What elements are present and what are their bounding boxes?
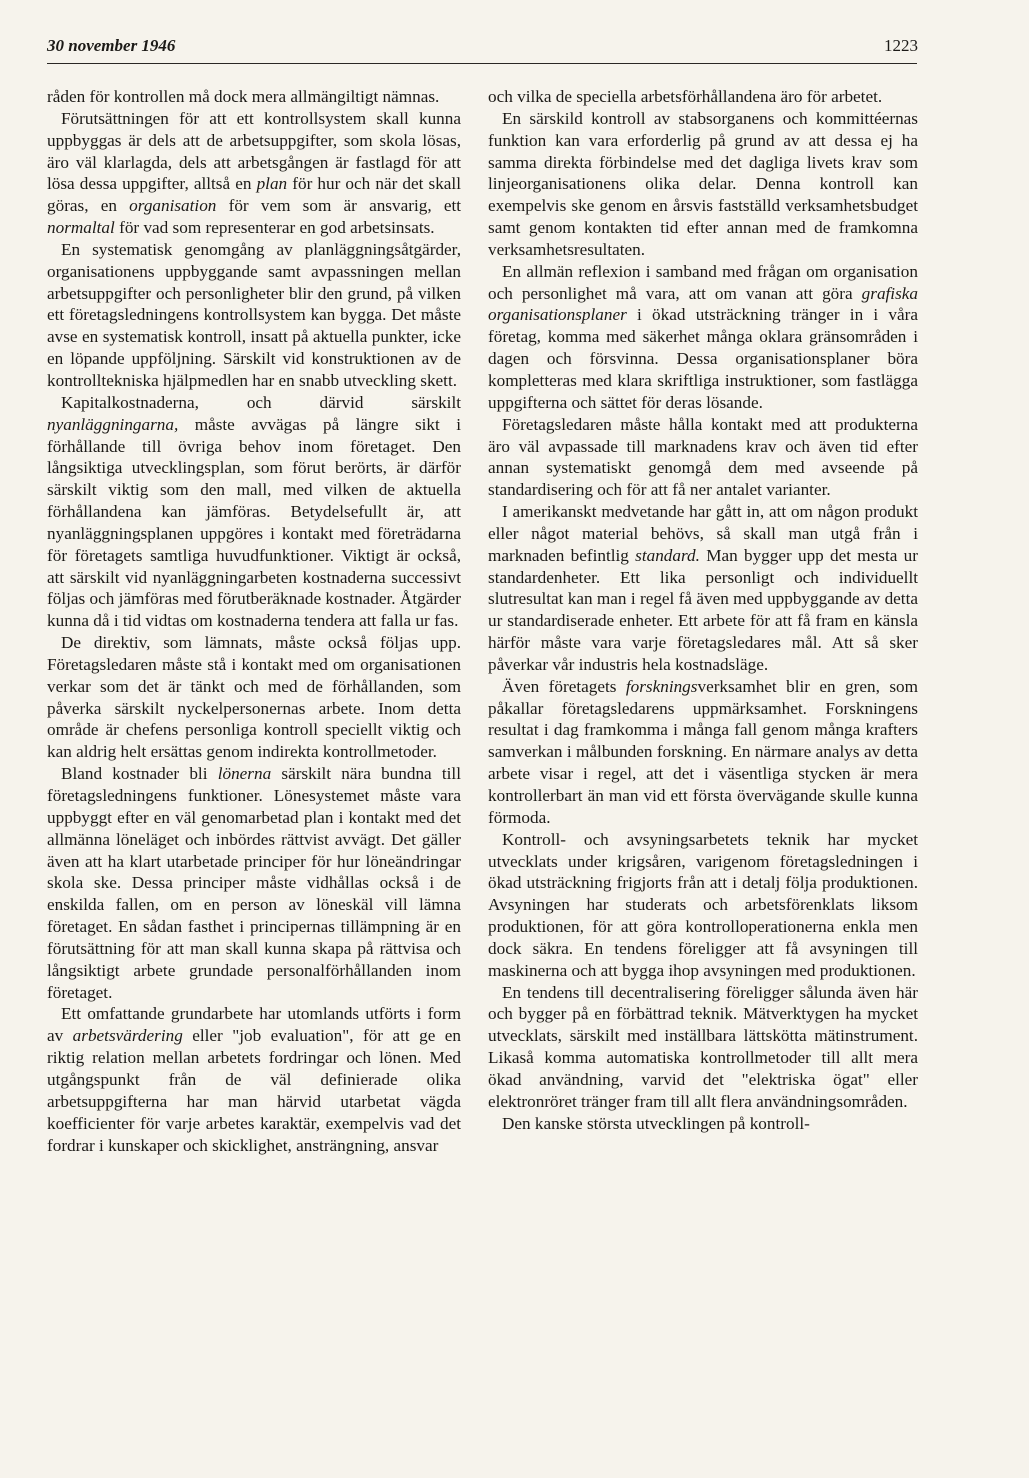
paragraph: Ett omfattande grundarbete har utomlands utförts i form av arbetsvärdering eller "job evaluation", för att ge en riktig relation mellan arbetets fordringar och lönen. Med utgångspunkt från de väl definierade olika arbetsuppgifterna har man härvid utarbetat vägda koefficienter för varje arbetes karaktär, exempelvis vad det fordrar i kunskaper och skicklighet, ansträngning, ansvar (47, 1004, 461, 1155)
paragraph: En tendens till decentralisering föreligger sålunda även här och bygger på en förbättrad teknik. Mätverktygen ha mycket utvecklats, särskilt med inställbara lättskötta mätinstrument. Likaså komma automatiska kontrollmetoder till allt mera ökad användning, varvid det "elektriska ögat" eller elektronröret tränger fram till allt flera användningsområden. (488, 982, 918, 1111)
issue-date: 30 november 1946 (47, 36, 176, 55)
paragraph: De direktiv, som lämnats, måste också följas upp. Företagsledaren måste stå i kontakt med om organisationen verkar som det är tänkt och med de förhållanden, som påverka särskilt nyckelpersonernas arbete. Inom detta område är chefens personliga kontroll speciellt viktig och kan aldrig helt ersättas genom indirekta kontrollmetoder. (47, 633, 461, 762)
paragraph: En särskild kontroll av stabsorganens och kommittéernas funktion kan vara erforderlig på grund av att dessa ej ha samma direkta förbindelse med det dagliga livets krav som linjeorganisationens olika delar. Denna kontroll kan exempelvis ske genom en årsvis fastställd verksamhetsbudget samt genom kontakten tid efter annan med de framkomna verksamhetsresultaten. (488, 108, 918, 259)
left-column (47, 86, 461, 1156)
paragraph: och vilka de speciella arbetsförhållandena äro för arbetet. (488, 87, 883, 106)
paragraph: Förutsättningen för att ett kontrollsystem skall kunna uppbyggas är dels att de arbetsuppgifter, som skola lösas, äro väl klarlagda, dels att arbetsgången är fastlagd för att lösa dessa uppgifter, alltså en plan för hur och när det skall göras, en organisation för vem som är ansvarig, ett normaltal för vad som representerar en god arbetsinsats. (47, 108, 461, 238)
paragraph: Kontroll- och avsyningsarbetets teknik har mycket utvecklats under krigsåren, varigenom företagsledningen i ökad utsträckning frigjorts från att i detalj följa produktionen. Avsyningen har studerats och arbetsförenklats liksom produktionen, för att göra kontrolloperationerna enkla men dock säkra. En tendens föreligger att få avsyningen till maskinerna och att bygga ihop avsyningen med produktionen. (488, 829, 918, 980)
header-rule (47, 63, 917, 64)
paragraph: råden för kontrollen må dock mera allmängiltigt nämnas. (47, 87, 440, 106)
paragraph: En allmän reflexion i samband med frågan om organisation och personlighet må vara, att om vanan att göra grafiska organisationsplaner i ökad utsträckning tränger in i våra företag, komma med säkerhet många oklara gränsområden i dagen och försvinna. Dessa organisationsplaner böra kompletteras med klara skriftliga instruktioner, som fastlägga uppgifterna och sättet för deras lösande. (488, 261, 918, 412)
paragraph: Företagsledaren måste hålla kontakt med att produkterna äro väl avpassade till marknadens krav och även tid efter annan systematiskt genomgå dem med avseende på standardisering och för att få ner antalet varianter. (488, 414, 918, 500)
right-column (488, 86, 918, 1135)
paragraph: Bland kostnader bli lönerna särskilt nära bundna till företagsledningens funktioner. Lönesystemet måste vara uppbyggt efter en väl genomarbetad plan i kontakt med det allmänna löneläget och inbördes rättvist avvägt. Det gäller även att ha klart utarbetade principer för hur löneändringar skola ske. Dessa principer måste vidhållas också i de enskilda fallen, om en person av löneskäl vill lämna företaget. En sådan fasthet i principernas tillämpning är en förutsättning för att man skall kunna skapa på rättvisa och långsiktigt arbete grundade personalförhållanden inom företaget. (47, 764, 461, 1002)
paragraph: Kapitalkostnaderna, och därvid särskilt nyanläggningarna, måste avvägas på längre sikt i förhållande till övriga behov inom företaget. Den långsiktiga utvecklingsplan, som förut berörts, är därför särskilt viktig som den mall, med vilken de aktuella förhållandena kan jämföras. Betydelsefullt är, att nyanläggningsplanen uppgöres i kontakt med företrädarna för företagets samtliga huvudfunktioner. Viktigt är också, att särskilt vid nyanläggningarbeten kostnaderna successivt följas och jämföras med förutberäknade kostnader. Åtgärder kunna då i tid vidtas om kostnaderna tendera att falla ur fas. (47, 392, 461, 631)
paragraph: I amerikanskt medvetande har gått in, att om någon produkt eller något material behövs, så skall man utgå från i marknaden befintlig standard. Man bygger upp det mesta ur standardenheter. Ett lika personligt och individuellt slutresultat kan man i regel få även med uppbyggande av detta ur standardiserade enheter. Ett arbete för att få fram en känsla härför måste vara varje företagsledares mål. Att så sker påverkar vår industris hela kostnadsläge. (488, 502, 918, 674)
paragraph: Även företagets forskningsverksamhet blir en gren, som påkallar företagsledarens uppmärksamhet. Forskningens resultat i dag framkomma i många fall genom många krafters samverkan i målbunden forskning. En närmare analys av detta arbete visar i regel, att det i väsentliga stycken är mera kontrollerbart än man vid ett första övervägande skulle kunna förmoda. (488, 676, 918, 827)
paragraph: Den kanske största utvecklingen på kontroll- (502, 1113, 810, 1133)
paragraph: En systematisk genomgång av planläggningsåtgärder, organisationens uppbyggande samt avpassningen mellan arbetsuppgifter och personligheter blir den grund, på vilken ett företagsledningens kontrollsystem kan bygga. Det måste avse en systematisk kontroll, insatt på aktuella punkter, icke en löpande uppföljning. Särskilt vid konstruktionen av de kontrolltekniska hjälpmedlen har en snabb utveckling skett. (47, 239, 461, 390)
page-number: 1223 (884, 36, 918, 55)
